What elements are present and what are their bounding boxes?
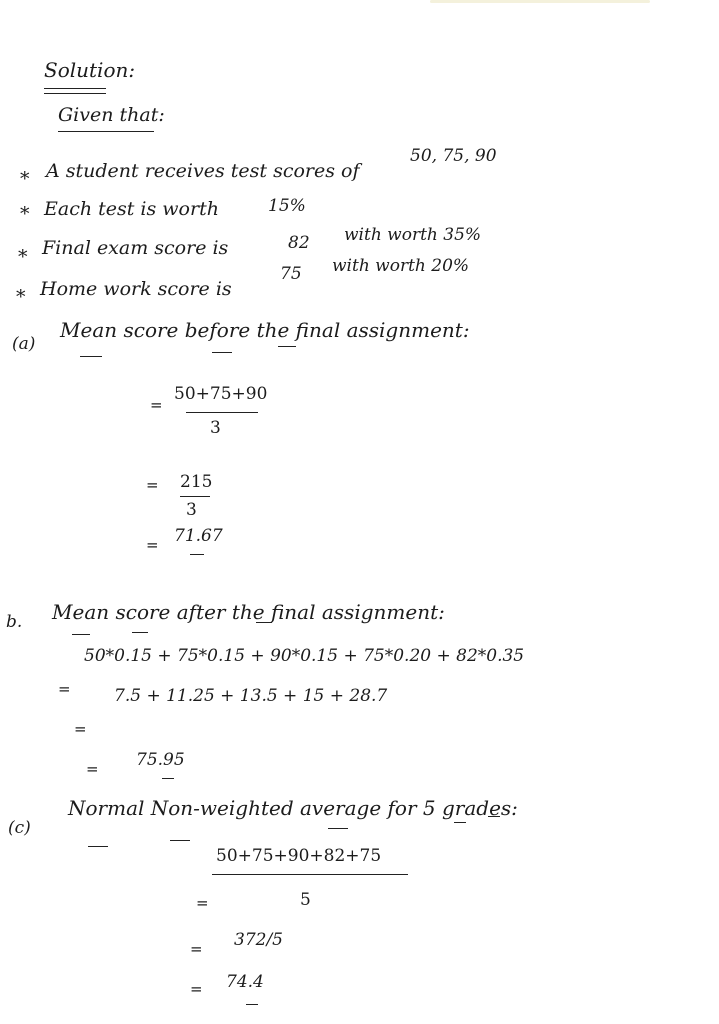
part-c-heading: Normal Non-weighted average for 5 grades: bbox=[68, 796, 518, 820]
part-a-numerator: 50+75+90 bbox=[174, 384, 268, 404]
part-c-ul-4 bbox=[454, 822, 466, 823]
part-c-eq-3: = bbox=[190, 980, 203, 998]
part-a-ul-1 bbox=[80, 356, 102, 357]
given-underline bbox=[58, 131, 154, 132]
given-bullet-2: * bbox=[20, 203, 30, 225]
part-b-result: 75.95 bbox=[136, 750, 185, 770]
part-b-eq-3: = bbox=[86, 760, 99, 778]
part-c-ul-5 bbox=[488, 816, 500, 817]
part-a-eq-2: = bbox=[146, 476, 159, 494]
solution-title: Solution: bbox=[44, 58, 136, 82]
part-a-denominator-2: 3 bbox=[186, 500, 197, 520]
part-c-fraction-bar bbox=[212, 874, 408, 875]
given-extra-3: with worth 35% bbox=[344, 225, 482, 245]
given-bullet-4: * bbox=[16, 286, 26, 308]
part-b-heading: Mean score after the final assignment: bbox=[52, 600, 445, 624]
part-a-denominator: 3 bbox=[210, 418, 221, 438]
part-c-ul-3 bbox=[328, 828, 348, 829]
part-a-numerator-2: 215 bbox=[180, 472, 213, 492]
part-a-fraction-bar bbox=[186, 412, 258, 413]
part-a-eq-1: = bbox=[150, 396, 163, 414]
part-c-ul-1 bbox=[88, 846, 108, 847]
faint-mark bbox=[430, 0, 650, 3]
part-b-label: b. bbox=[6, 612, 23, 632]
part-b-line-2: 7.5 + 11.25 + 13.5 + 15 + 28.7 bbox=[114, 686, 388, 706]
part-b-ul-1 bbox=[72, 634, 90, 635]
given-bullet-3: * bbox=[18, 246, 28, 268]
part-c-result-ul bbox=[246, 1004, 258, 1005]
part-a-ul-2 bbox=[212, 352, 232, 353]
given-value-4: 75 bbox=[280, 264, 302, 284]
given-bullet-1: * bbox=[20, 168, 30, 190]
given-that-heading: Given that: bbox=[58, 104, 165, 126]
given-text-1: A student receives test scores of bbox=[46, 160, 360, 182]
part-b-line-1: 50*0.15 + 75*0.15 + 90*0.15 + 75*0.20 + 82*0.35 bbox=[84, 646, 525, 666]
part-b-ul-3 bbox=[256, 622, 272, 623]
part-c-label: (c) bbox=[8, 818, 31, 838]
given-value-3: 82 bbox=[288, 233, 310, 253]
part-a-fraction-bar-2 bbox=[180, 496, 210, 497]
part-c-eq-1: = bbox=[196, 894, 209, 912]
part-c-numerator: 50+75+90+82+75 bbox=[216, 846, 382, 866]
part-b-eq-2: = bbox=[74, 720, 87, 738]
part-a-eq-3: = bbox=[146, 536, 159, 554]
part-c-line-2: 372/5 bbox=[234, 930, 283, 950]
part-c-denominator: 5 bbox=[300, 890, 311, 910]
part-c-eq-2: = bbox=[190, 940, 203, 958]
part-a-label: (a) bbox=[12, 334, 36, 354]
given-extra-4: with worth 20% bbox=[332, 256, 470, 276]
given-value-2: 15% bbox=[268, 196, 306, 216]
given-text-2: Each test is worth bbox=[44, 198, 219, 220]
title-underline-2 bbox=[44, 93, 106, 94]
given-value-1: 50, 75, 90 bbox=[410, 146, 497, 166]
part-c-ul-2 bbox=[170, 840, 190, 841]
part-b-ul-2 bbox=[132, 632, 148, 633]
part-a-result: 71.67 bbox=[174, 526, 223, 546]
part-c-result: 74.4 bbox=[226, 972, 264, 992]
part-a-result-ul bbox=[190, 554, 204, 555]
given-text-4: Home work score is bbox=[40, 278, 232, 300]
part-b-result-ul bbox=[162, 778, 174, 779]
title-underline-1 bbox=[44, 88, 106, 89]
part-b-eq-1: = bbox=[58, 680, 71, 698]
given-text-3: Final exam score is bbox=[42, 237, 229, 259]
part-a-ul-3 bbox=[278, 346, 296, 347]
part-a-heading: Mean score before the final assignment: bbox=[60, 318, 470, 342]
